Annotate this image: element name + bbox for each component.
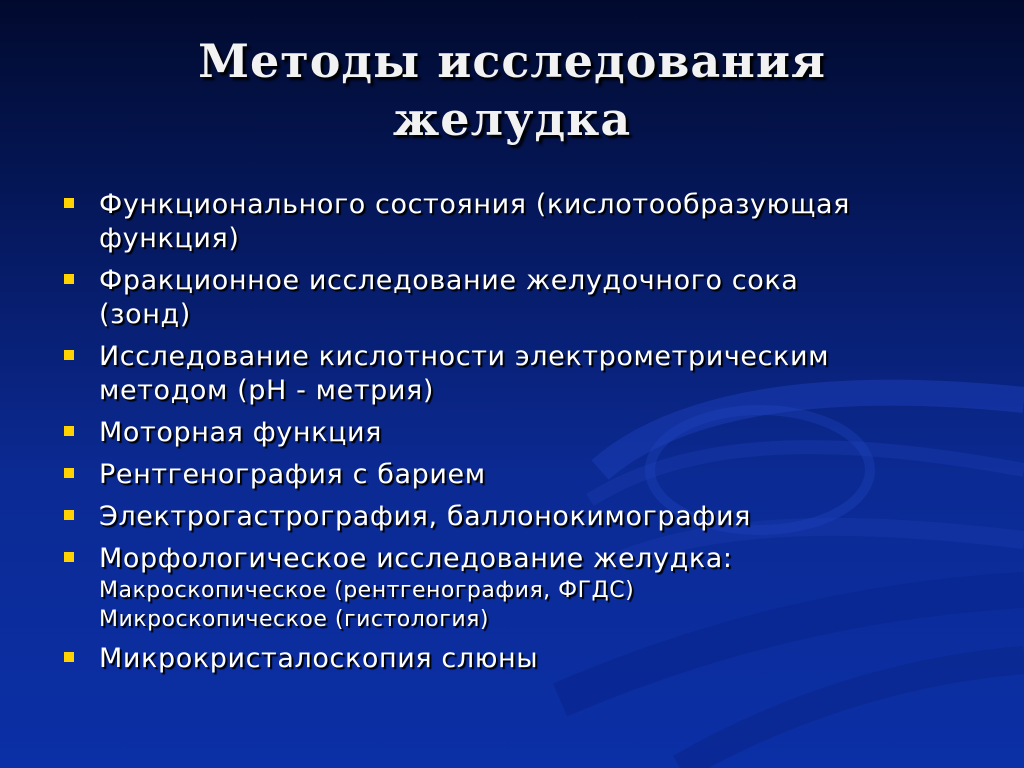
square-bullet-icon bbox=[64, 274, 74, 284]
bullet-item-fractional-study bbox=[62, 264, 962, 332]
bullet-subtext-microscopic: Микроскопическое (гистология) bbox=[99, 607, 489, 632]
bullet-text: Рентгенография с барием bbox=[99, 459, 486, 490]
bullet-list bbox=[62, 188, 962, 684]
square-bullet-icon bbox=[64, 468, 74, 478]
bullet-text: Моторная функция bbox=[99, 417, 383, 448]
bullet-text-continued: (зонд) bbox=[99, 299, 191, 330]
square-bullet-icon bbox=[64, 552, 74, 562]
bullet-item-microcrystalloscopy bbox=[62, 642, 962, 676]
square-bullet-icon bbox=[64, 652, 74, 662]
bullet-text: Электрогастрография, баллонокимография bbox=[99, 501, 751, 532]
bullet-text-continued: методом (pH - метрия) bbox=[99, 375, 435, 406]
bullet-text: Морфологическое исследование желудка: bbox=[99, 543, 733, 574]
slide-title-line-1: Методы исследования bbox=[198, 34, 826, 88]
bullet-item-morphological-study bbox=[62, 542, 962, 634]
slide-title-line-2: желудка bbox=[392, 92, 632, 146]
square-bullet-icon bbox=[64, 426, 74, 436]
bullet-item-functional-state bbox=[62, 188, 962, 256]
bullet-item-xray-barium bbox=[62, 458, 962, 492]
bullet-item-electrogastrography bbox=[62, 500, 962, 534]
square-bullet-icon bbox=[64, 510, 74, 520]
bullet-text: Функционального состояния (кислотообразующая bbox=[99, 189, 850, 220]
bullet-item-acidity-study bbox=[62, 340, 962, 408]
bullet-text: Исследование кислотности электрометрическим bbox=[99, 341, 830, 372]
square-bullet-icon bbox=[64, 350, 74, 360]
bullet-subtext-macroscopic: Макроскопическое (рентгенография, ФГДС) bbox=[99, 578, 635, 603]
bullet-item-motor-function bbox=[62, 416, 962, 450]
bullet-text: Фракционное исследование желудочного сока bbox=[99, 265, 799, 296]
slide-title bbox=[0, 32, 1024, 148]
bullet-text-continued: функция) bbox=[99, 223, 240, 254]
square-bullet-icon bbox=[64, 198, 74, 208]
bullet-text: Микрокристалоскопия слюны bbox=[99, 643, 539, 674]
